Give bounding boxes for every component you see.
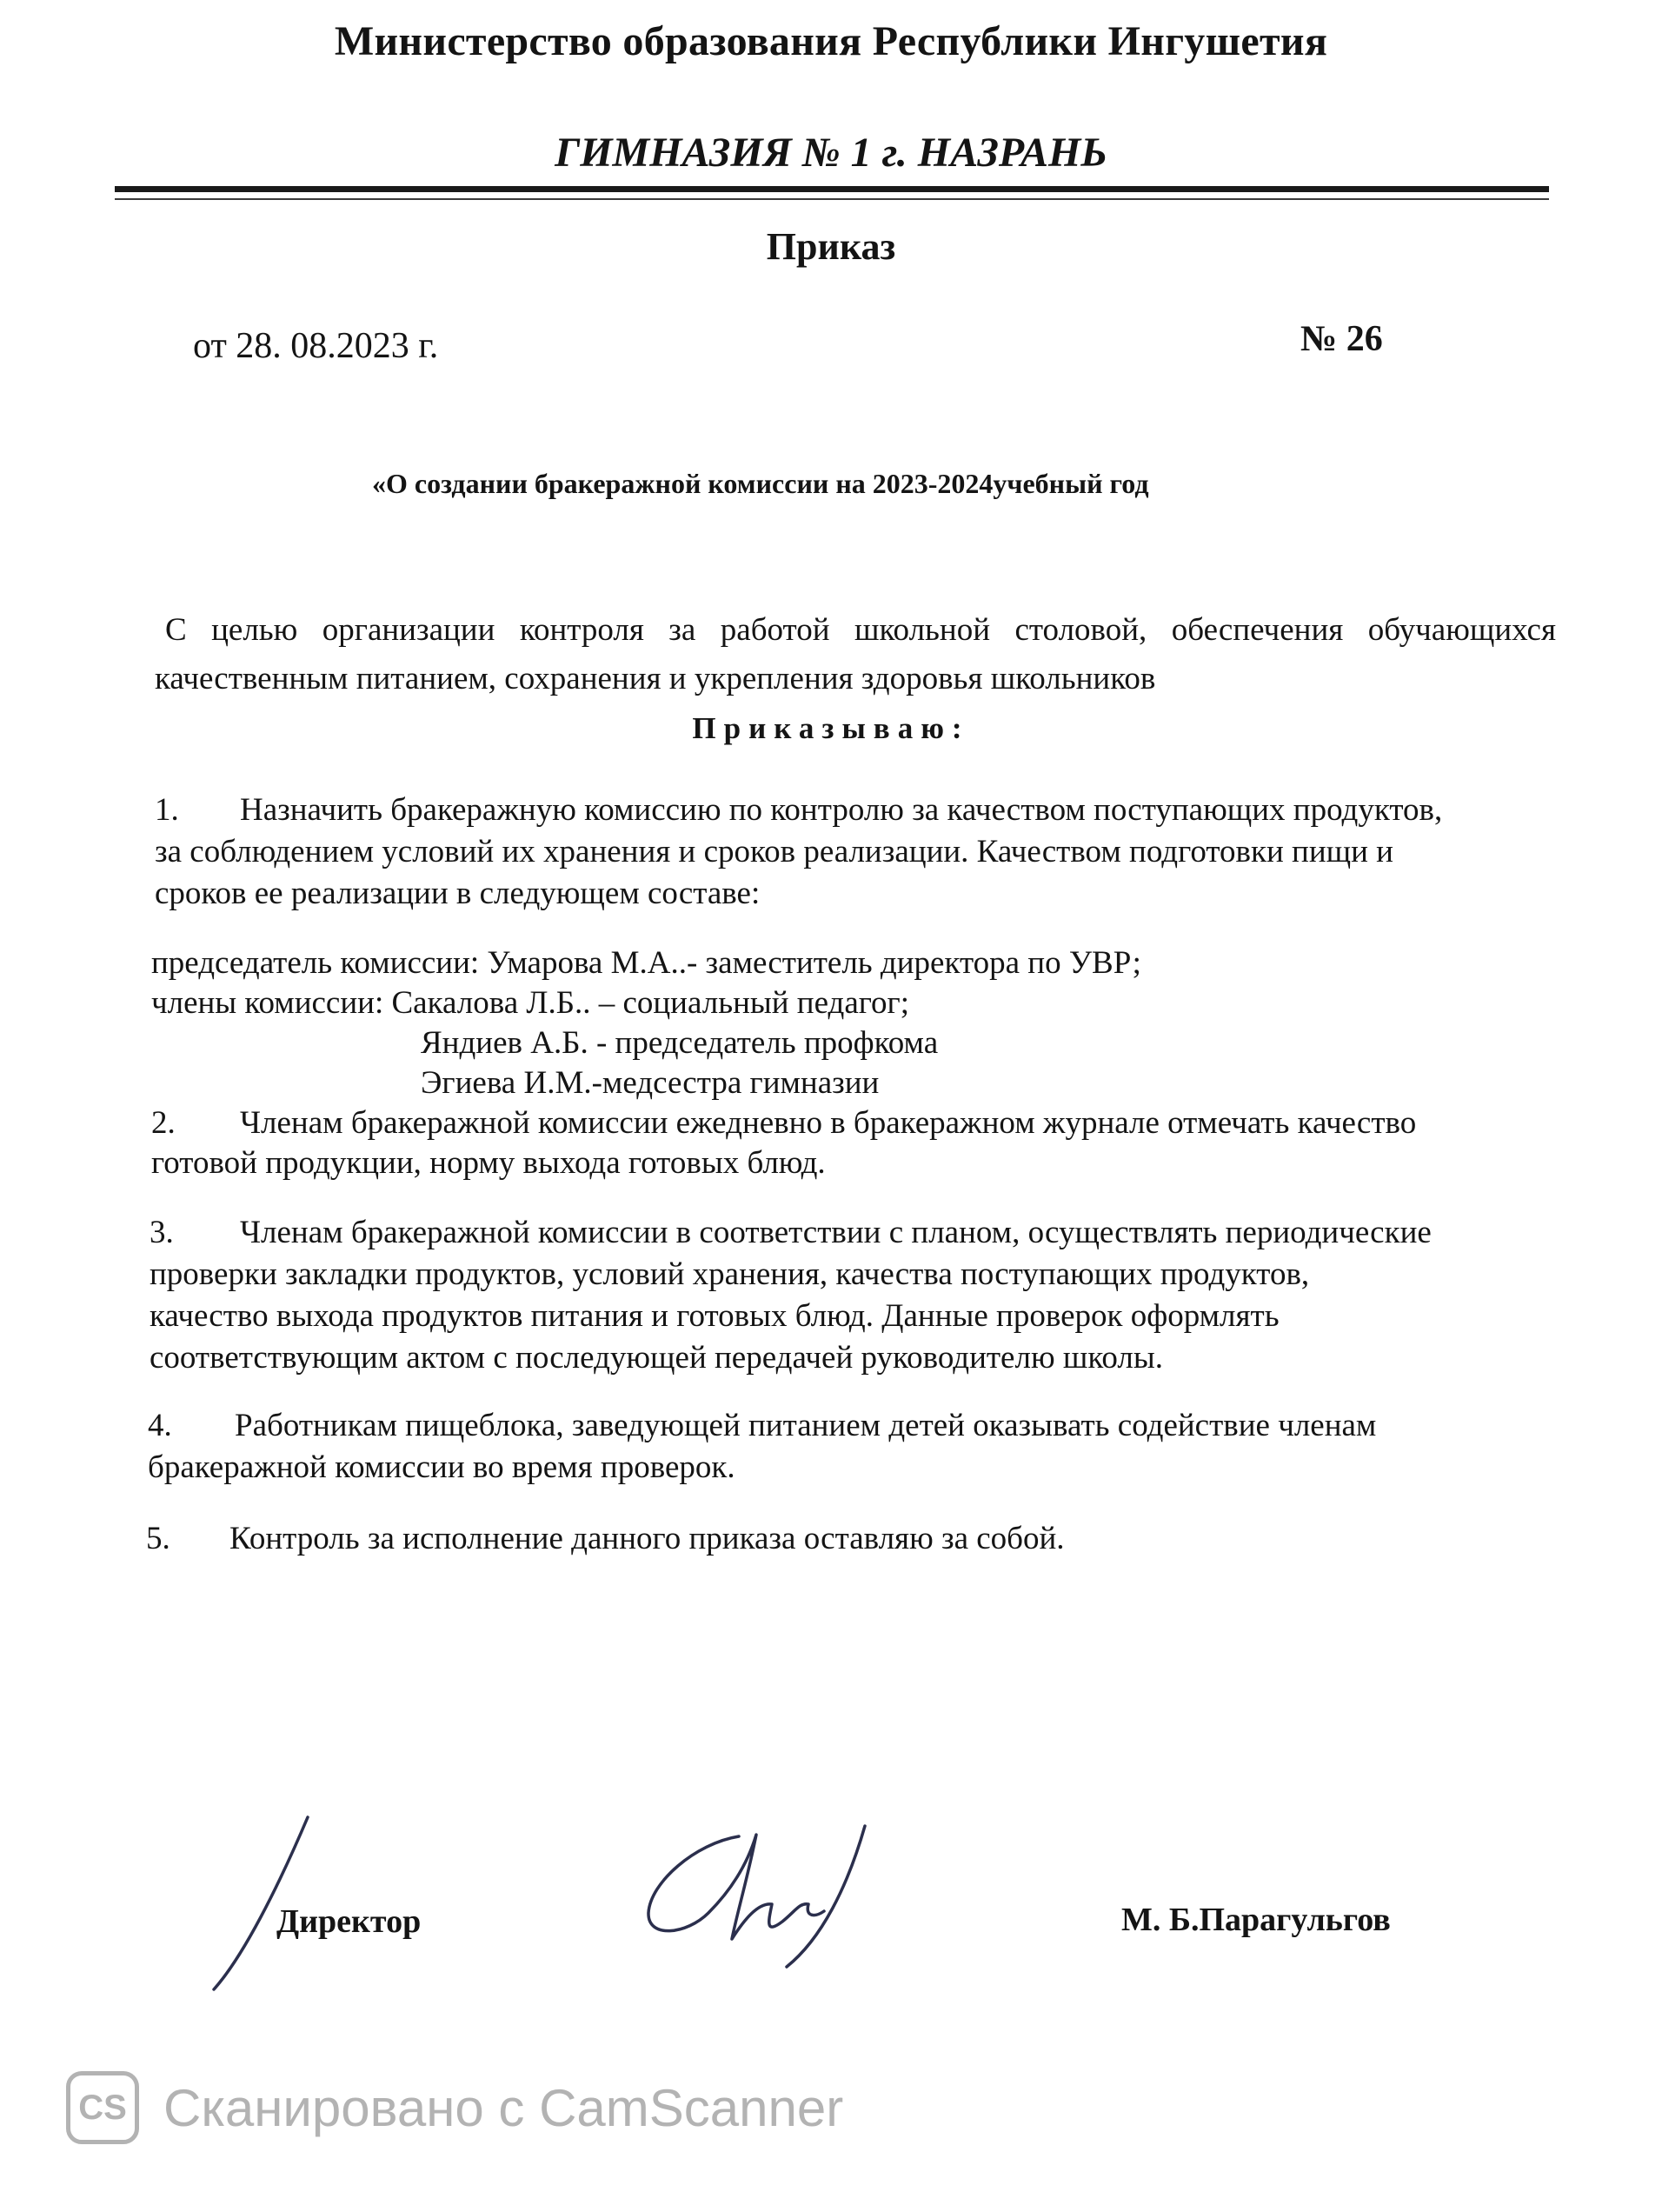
camscanner-watermark-text: Сканировано с CamScanner [163,2079,844,2137]
item-5-line-1: Контроль за исполнение данного приказа оставляю за собой. [229,1521,1065,1556]
commission-member-2: Яндиев А.Б. - председатель профкома [421,1025,939,1061]
commission-member-1: члены комиссии: Сакалова Л.Б.. – социальный педагог; [151,985,909,1021]
order-directive: Приказываю: [692,711,970,745]
item-3-line-3: качество выхода продуктов питания и готовых блюд. Данные проверок оформлять [150,1298,1280,1334]
item-1-number: 1. [155,792,179,828]
item-5-number: 5. [146,1521,170,1556]
item-2-line-1: Членам бракеражной комиссии ежедневно в бракеражном журнале отмечать качество [240,1105,1417,1141]
order-number: № 26 [1300,319,1383,359]
item-3-line-1: Членам бракеражной комиссии в соответствии с планом, осуществлять периодические [240,1215,1432,1250]
order-title: Приказ [766,225,896,268]
signature-name: М. Б.Парагульгов [1121,1902,1391,1938]
item-2-number: 2. [151,1105,176,1141]
item-1-line-2: за соблюдением условий их хранения и сроков реализации. Качеством подготовки пищи и [155,834,1393,869]
preamble-line-2: качественным питанием, сохранения и укрепления здоровья школьников [155,661,1156,696]
item-1-line-1: Назначить бракеражную комиссию по контролю за качеством поступающих продуктов, [240,792,1443,828]
item-4-line-1: Работникам пищеблока, заведующей питанием детей оказывать содействие членам [235,1408,1377,1443]
signature-role: Директор [276,1903,422,1940]
ministry-title: Министерство образования Республики Ингушетия [334,18,1328,64]
item-4-number: 4. [148,1408,172,1443]
gymnasium-title: ГИМНАЗИЯ № 1 г. НАЗРАНЬ [555,130,1107,176]
item-4-line-2: бракеражной комиссии во время проверок. [148,1449,735,1485]
handwritten-signature [648,1826,865,1967]
commission-chair: председатель комиссии: Умарова М.А..- заместитель директора по УВР; [151,945,1141,981]
camscanner-logo-icon: CS [66,2071,139,2144]
item-3-line-4: соответствующим актом с последующей передачей руководителю школы. [150,1340,1164,1376]
item-3-number: 3. [150,1215,174,1250]
preamble-line-1: С целью организации контроля за работой школьной столовой, обеспечения обучающихся [165,612,1556,648]
item-1-line-3: сроков ее реализации в следующем составе: [155,876,761,911]
item-3-line-2: проверки закладки продуктов, условий хранения, качества поступающих продуктов, [150,1256,1310,1292]
item-2-line-2: готовой продукции, норму выхода готовых блюд. [151,1145,826,1181]
order-subject: «О создании бракеражной комиссии на 2023-2024учебный год [372,468,1149,499]
commission-member-3: Эгиева И.М.-медсестра гимназии [421,1065,880,1101]
order-date: от 28. 08.2023 г. [193,326,439,366]
